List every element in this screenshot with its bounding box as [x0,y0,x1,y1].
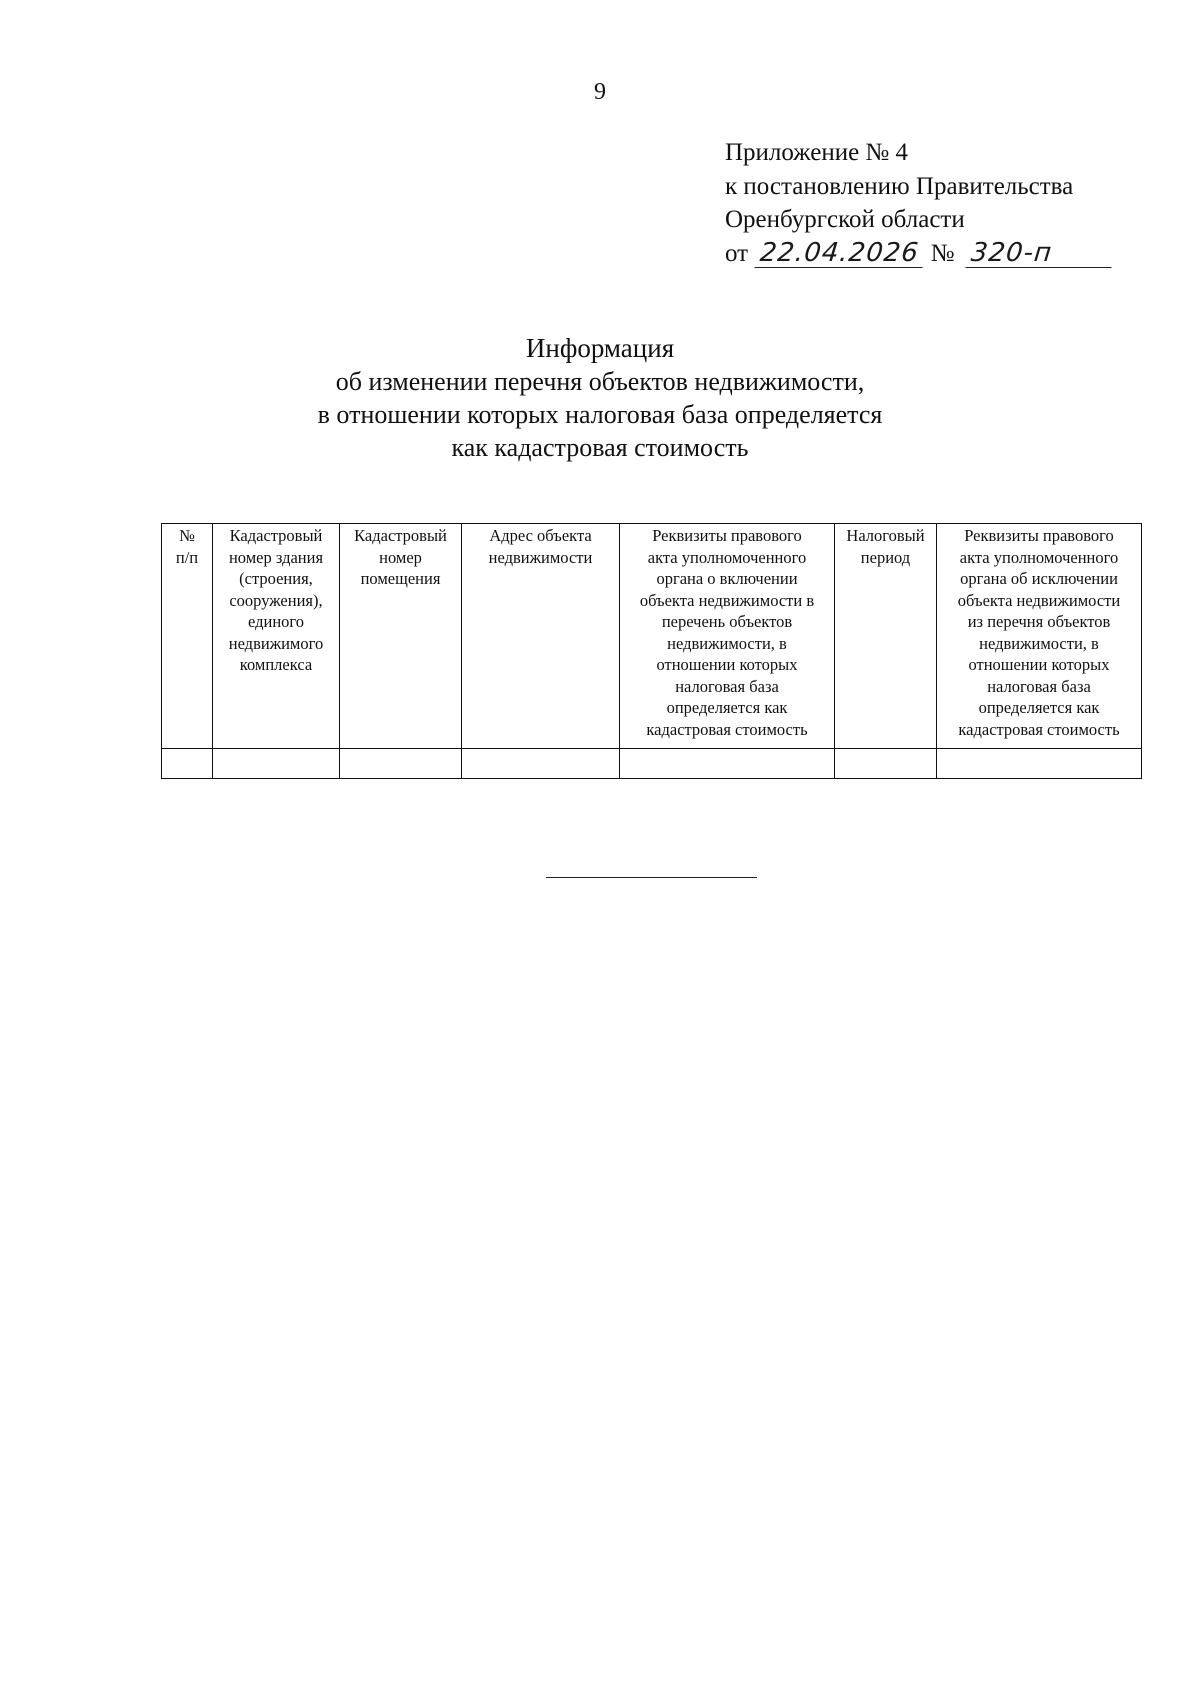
from-label: от [725,239,749,267]
header-cell-inclusion-act: Реквизиты правового акта уполномоченного органа о включении объекта недвижимости в перечень объектов недвижимости, в отношении которых налоговая база определяется как кадастровая стоимость [620,524,835,749]
page-number: 9 [594,79,606,105]
handwritten-number: 320-п [965,239,1114,268]
handwritten-date: 22.04.2026 [755,239,926,268]
appendix-title: Приложение № 4 [725,139,909,166]
table-cell [340,749,462,779]
appendix-reference: к постановлению Правительства [725,172,1074,200]
appendix-region: Оренбургской области [725,206,965,233]
header-cell-building-cadastral: Кадастровый номер здания (строения, сооружения), единого недвижимого комплекса [213,524,340,749]
table-header-row [162,524,1142,749]
table-cell [162,749,213,779]
table-cell [462,749,620,779]
header-cell-tax-period: Налоговый период [835,524,937,749]
table-cell [937,749,1142,779]
info-table [161,523,1142,779]
header-cell-number: № п/п [162,524,213,749]
end-separator-line [546,877,757,878]
table-row [162,749,1142,779]
document-title [0,332,1200,464]
header-cell-exclusion-act: Реквизиты правового акта уполномоченного органа об исключении объекта недвижимости из перечня объектов недвижимости, в отношении которых налоговая база определяется как кадастровая стоимость [937,524,1142,749]
header-cell-address: Адрес объекта недвижимости [462,524,620,749]
appendix-date-line [725,237,1155,271]
title-line-4: как кадастровая стоимость [451,433,749,462]
appendix-block [725,136,1155,270]
header-cell-premises-cadastral: Кадастровый номер помещения [340,524,462,749]
title-line-2: об изменении перечня объектов недвижимости, [335,367,865,396]
table-cell [835,749,937,779]
table-cell [620,749,835,779]
table-cell [213,749,340,779]
title-line-3: в отношении которых налоговая база определяется [317,400,883,429]
number-label: № [930,239,955,267]
title-line-1: Информация [525,333,675,363]
